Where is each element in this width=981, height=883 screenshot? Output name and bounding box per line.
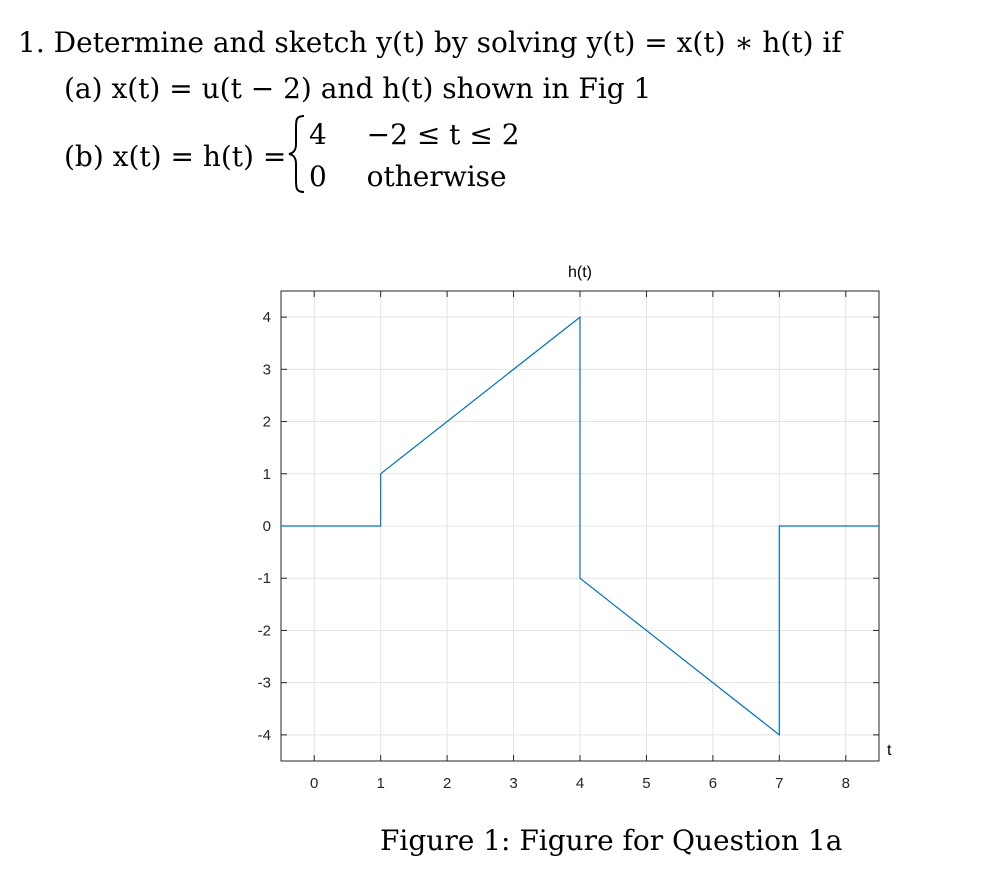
y-tick-label: 2 bbox=[262, 413, 271, 431]
y-tick-label: 4 bbox=[262, 309, 271, 327]
y-tick-label: -4 bbox=[257, 726, 271, 744]
x-tick-label: 4 bbox=[575, 775, 585, 792]
y-tick-label: -3 bbox=[257, 674, 271, 692]
case-1-condition: −2 ≤ t ≤ 2 bbox=[366, 118, 520, 151]
question-number: 1. bbox=[18, 26, 45, 59]
x-tick-label: 7 bbox=[775, 775, 784, 792]
y-tick-label: 3 bbox=[262, 361, 271, 379]
x-axis-label: t bbox=[887, 742, 892, 759]
case-2-value: 0 bbox=[309, 160, 327, 193]
x-tick-label: 6 bbox=[708, 775, 718, 792]
x-tick-label: 0 bbox=[310, 775, 319, 792]
chart-title: h(t) bbox=[568, 264, 592, 281]
y-tick-label: 0 bbox=[262, 518, 271, 535]
x-tick-label: 2 bbox=[442, 775, 452, 792]
y-tick-label: 1 bbox=[262, 465, 271, 483]
question-prompt: Determine and sketch y(t) by solving y(t) = x(t) ∗ h(t) if bbox=[53, 26, 842, 59]
case-2-condition: otherwise bbox=[366, 160, 507, 193]
part-a-label: (a) bbox=[64, 72, 103, 105]
figure-caption: Figure 1: Figure for Question 1a bbox=[380, 824, 843, 857]
x-tick-label: 3 bbox=[509, 775, 518, 792]
part-b-label: (b) bbox=[64, 140, 104, 173]
x-tick-label: 8 bbox=[841, 775, 850, 792]
y-tick-label: -1 bbox=[257, 570, 271, 588]
x-tick-label: 1 bbox=[376, 775, 385, 792]
part-a-text: x(t) = u(t − 2) and h(t) shown in Fig 1 bbox=[111, 72, 652, 105]
part-b-lhs: x(t) = h(t) = bbox=[112, 140, 287, 173]
case-1-value: 4 bbox=[309, 118, 327, 151]
y-tick-label: -2 bbox=[257, 622, 271, 640]
x-tick-label: 5 bbox=[642, 775, 651, 792]
